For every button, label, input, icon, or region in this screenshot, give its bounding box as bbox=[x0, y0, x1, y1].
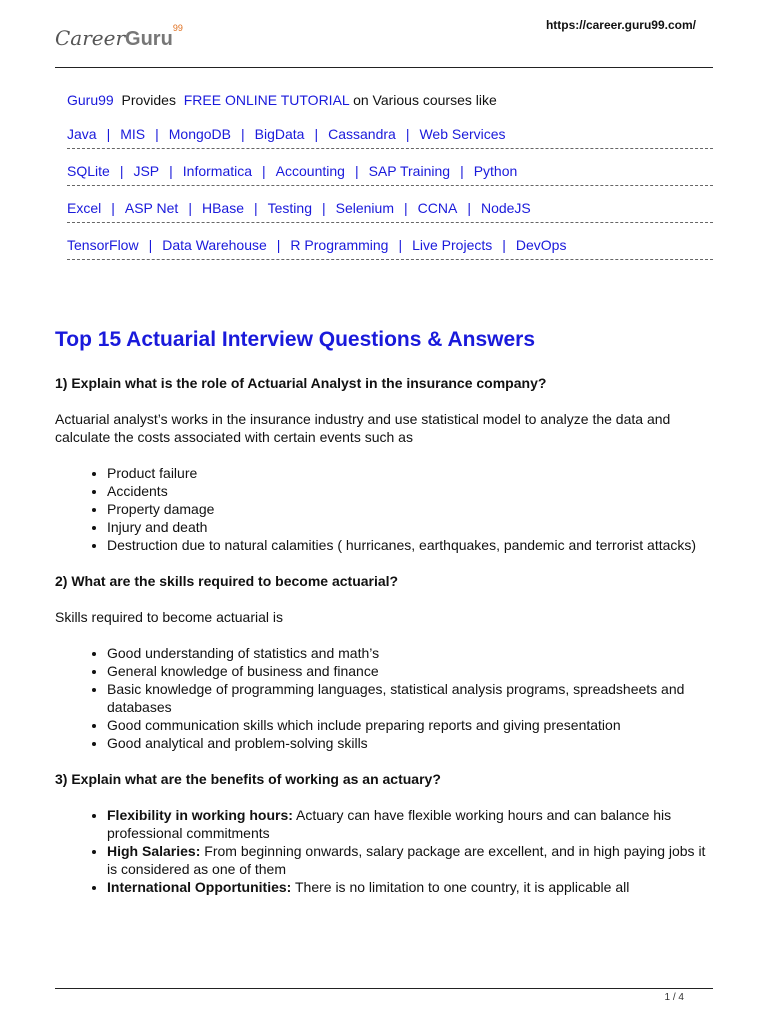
list-item bbox=[107, 878, 713, 896]
course-link[interactable]: Excel bbox=[67, 200, 102, 216]
nav-row bbox=[67, 198, 713, 223]
nav-separator: | bbox=[253, 200, 258, 216]
list-item-text: Actuary can have flexible working hours and can balance his professional commitments bbox=[107, 807, 672, 841]
list-item-text: Good communication skills which include preparing reports and giving presentation bbox=[107, 717, 621, 733]
nav-separator: | bbox=[188, 200, 192, 216]
nav-separator: | bbox=[119, 163, 124, 179]
nav-separator: | bbox=[148, 237, 153, 253]
nav-separator: | bbox=[111, 200, 115, 216]
nav-separator: | bbox=[467, 200, 471, 216]
answer-list bbox=[55, 644, 713, 752]
nav-separator: | bbox=[314, 126, 319, 142]
course-link[interactable]: Web Services bbox=[419, 126, 506, 142]
course-nav bbox=[67, 92, 713, 272]
benefit-label: Flexibility in working hours: bbox=[107, 807, 293, 823]
course-link[interactable]: Data Warehouse bbox=[162, 237, 267, 253]
course-link[interactable]: ASP Net bbox=[124, 200, 179, 216]
free-tutorial-link[interactable]: FREE ONLINE TUTORIAL bbox=[183, 92, 350, 108]
nav-separator: | bbox=[354, 163, 359, 179]
nav-separator: | bbox=[405, 126, 410, 142]
course-link[interactable]: Live Projects bbox=[412, 237, 493, 253]
list-item bbox=[107, 734, 713, 752]
list-item-text: Good analytical and problem-solving skills bbox=[107, 735, 368, 751]
nav-row bbox=[67, 124, 713, 149]
nav-intro-text2: on Various courses like bbox=[353, 92, 497, 108]
header-url[interactable]: https://career.guru99.com/ bbox=[545, 18, 696, 32]
nav-separator: | bbox=[502, 237, 506, 253]
course-link[interactable]: MIS bbox=[120, 126, 146, 142]
course-link[interactable]: MongoDB bbox=[168, 126, 232, 142]
course-link[interactable]: R Programming bbox=[290, 237, 389, 253]
course-link[interactable]: JSP bbox=[133, 163, 160, 179]
question-heading: 3) Explain what are the benefits of working as an actuary? bbox=[55, 771, 441, 787]
list-item bbox=[107, 464, 713, 482]
header-divider bbox=[55, 67, 713, 68]
list-item bbox=[107, 518, 713, 536]
footer-divider bbox=[55, 988, 713, 989]
page-number: 1 / 4 bbox=[664, 992, 684, 1003]
guru99-link[interactable]: Guru99 bbox=[67, 92, 114, 108]
nav-separator: | bbox=[321, 200, 326, 216]
list-item bbox=[107, 716, 713, 734]
nav-separator: | bbox=[398, 237, 403, 253]
course-link[interactable]: Testing bbox=[267, 200, 312, 216]
list-item bbox=[107, 536, 713, 554]
course-link[interactable]: CCNA bbox=[417, 200, 458, 216]
course-link[interactable]: Java bbox=[67, 126, 97, 142]
question-heading: 1) Explain what is the role of Actuarial Analyst in the insurance company? bbox=[55, 375, 547, 391]
qa-content bbox=[55, 374, 713, 914]
course-link[interactable]: NodeJS bbox=[480, 200, 531, 216]
list-item-text: Product failure bbox=[107, 465, 198, 481]
list-item bbox=[107, 482, 713, 500]
list-item bbox=[107, 842, 713, 878]
course-link[interactable]: HBase bbox=[201, 200, 244, 216]
list-item bbox=[107, 806, 713, 842]
list-item-text: Accidents bbox=[107, 483, 168, 499]
list-item-text: General knowledge of business and finance bbox=[107, 663, 379, 679]
answer-list bbox=[55, 806, 713, 896]
question-heading: 2) What are the skills required to become actuarial? bbox=[55, 573, 399, 589]
answer-intro: Skills required to become actuarial is bbox=[55, 609, 283, 625]
nav-intro-text1: Provides bbox=[121, 92, 176, 108]
careerguru-logo[interactable] bbox=[55, 23, 183, 51]
course-link[interactable]: DevOps bbox=[515, 237, 567, 253]
course-link[interactable]: Cassandra bbox=[328, 126, 396, 142]
list-item-text: Destruction due to natural calamities ( hurricanes, earthquakes, pandemic and terrorist attacks) bbox=[107, 537, 697, 553]
list-item-text: Basic knowledge of programming languages, statistical analysis programs, spreadsheets and databases bbox=[107, 681, 685, 715]
list-item bbox=[107, 644, 713, 662]
course-link[interactable]: SQLite bbox=[67, 163, 110, 179]
benefit-label: High Salaries: bbox=[107, 843, 201, 859]
list-item bbox=[107, 680, 713, 716]
list-item-text: Good understanding of statistics and math’s bbox=[107, 645, 380, 661]
nav-separator: | bbox=[241, 126, 245, 142]
logo-part1: Career bbox=[55, 26, 126, 50]
page-title: Top 15 Actuarial Interview Questions & Answers bbox=[55, 328, 536, 351]
course-link[interactable]: Informatica bbox=[182, 163, 253, 179]
list-item-text: There is no limitation to one country, it is applicable all bbox=[294, 879, 630, 895]
nav-intro bbox=[67, 92, 713, 108]
logo-sup: 99 bbox=[172, 23, 183, 34]
course-link[interactable]: SAP Training bbox=[368, 163, 451, 179]
course-link[interactable]: Python bbox=[473, 163, 518, 179]
nav-separator: | bbox=[276, 237, 281, 253]
logo-part2: Guru bbox=[125, 28, 173, 50]
list-item-text: Injury and death bbox=[107, 519, 208, 535]
list-item bbox=[107, 500, 713, 518]
course-link[interactable]: Accounting bbox=[275, 163, 345, 179]
benefit-label: International Opportunities: bbox=[107, 879, 292, 895]
nav-separator: | bbox=[460, 163, 464, 179]
nav-rows bbox=[67, 124, 713, 260]
course-link[interactable]: TensorFlow bbox=[67, 237, 139, 253]
course-link[interactable]: BigData bbox=[254, 126, 305, 142]
course-link[interactable]: Selenium bbox=[335, 200, 394, 216]
list-item-text: Property damage bbox=[107, 501, 215, 517]
answer-intro: Actuarial analyst’s works in the insurance industry and use statistical model to analyze the data and calculate the costs associated with certain events such as bbox=[55, 411, 671, 445]
nav-separator: | bbox=[404, 200, 408, 216]
nav-separator: | bbox=[106, 126, 111, 142]
nav-separator: | bbox=[155, 126, 159, 142]
list-item bbox=[107, 662, 713, 680]
list-item-text: From beginning onwards, salary package are excellent, and in high paying jobs it is considered as one of them bbox=[107, 843, 706, 877]
nav-row bbox=[67, 161, 713, 186]
nav-row bbox=[67, 235, 713, 260]
answer-list bbox=[55, 464, 713, 554]
nav-separator: | bbox=[169, 163, 173, 179]
nav-separator: | bbox=[262, 163, 266, 179]
